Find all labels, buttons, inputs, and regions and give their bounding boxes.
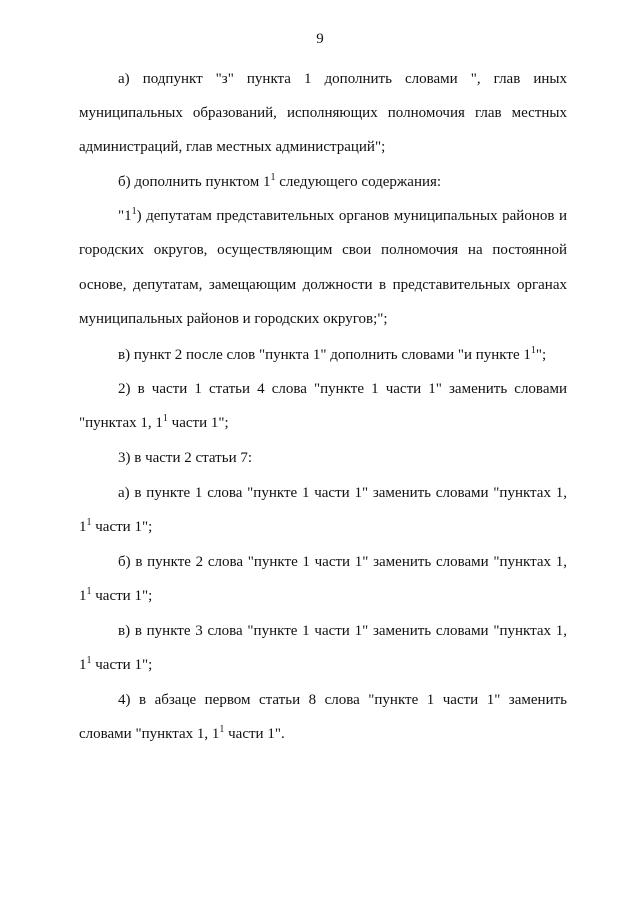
text-run: ) депутатам представительных органов муниципальных районов и (136, 208, 567, 224)
superscript: 1 (131, 206, 137, 217)
paragraph-line: а) в пункте 1 слова "пункте 1 части 1" заменить словами "пунктах 1, (118, 485, 567, 501)
paragraph-line: 4) в абзаце первом статьи 8 слова "пункте 1 части 1" заменить (118, 692, 567, 708)
text-run: части 1"; (91, 588, 153, 604)
superscript: 1 (530, 345, 536, 356)
superscript: 1 (86, 586, 92, 597)
text-run: б) дополнить пунктом 1 (118, 174, 271, 190)
text-run: следующего содержания: (275, 174, 442, 190)
paragraph-line: 3) в части 2 статьи 7: (118, 450, 253, 466)
text-run: части 1"; (167, 415, 229, 431)
text-run: части 1"; (91, 519, 153, 535)
text-run: 1 (79, 588, 87, 604)
superscript: 1 (86, 655, 92, 666)
text-run: части 1". (224, 726, 285, 742)
paragraph-line: б) в пункте 2 слова "пункте 1 части 1" заменить словами "пунктах 1, (118, 554, 567, 570)
paragraph-line: администраций, глав местных администраций"; (79, 139, 386, 155)
paragraph-line: муниципальных районов и городских округов;"; (79, 311, 388, 327)
paragraph-line (79, 518, 152, 536)
page-number: 9 (316, 31, 324, 47)
superscript: 1 (86, 517, 92, 528)
paragraph-line (79, 414, 229, 432)
text-run: в) пункт 2 после слов "пункта 1" дополнить словами "и пункте 1 (118, 347, 531, 363)
text-run: части 1"; (91, 657, 153, 673)
paragraph-line: муниципальных образований, исполняющих полномочия глав местных (79, 105, 567, 121)
text-run: словами "пунктах 1, 1 (79, 726, 220, 742)
paragraph-line: 2) в части 1 статьи 4 слова "пункте 1 части 1" заменить словами (118, 381, 567, 397)
paragraph-line (118, 346, 546, 364)
paragraph-line (118, 207, 567, 225)
superscript: 1 (162, 413, 168, 424)
paragraph-line (79, 725, 285, 743)
text-run: "1 (118, 208, 132, 224)
superscript: 1 (219, 724, 225, 735)
paragraph-line (118, 173, 441, 191)
text-run: 1 (79, 519, 87, 535)
paragraph-line (79, 587, 152, 605)
superscript: 1 (270, 172, 276, 183)
text-run: "пунктах 1, 1 (79, 415, 163, 431)
paragraph-line: основе, депутатам, замещающим должности в представительных органах (79, 277, 567, 293)
paragraph-line: в) в пункте 3 слова "пункте 1 части 1" заменить словами "пунктах 1, (118, 623, 567, 639)
text-run: "; (535, 347, 547, 363)
text-run: 1 (79, 657, 87, 673)
paragraph-line: городских округов, осуществляющим свои полномочия на постоянной (79, 242, 567, 258)
paragraph-line (79, 656, 152, 674)
paragraph-line: а) подпункт "з" пункта 1 дополнить словами ", глав иных (118, 71, 567, 87)
